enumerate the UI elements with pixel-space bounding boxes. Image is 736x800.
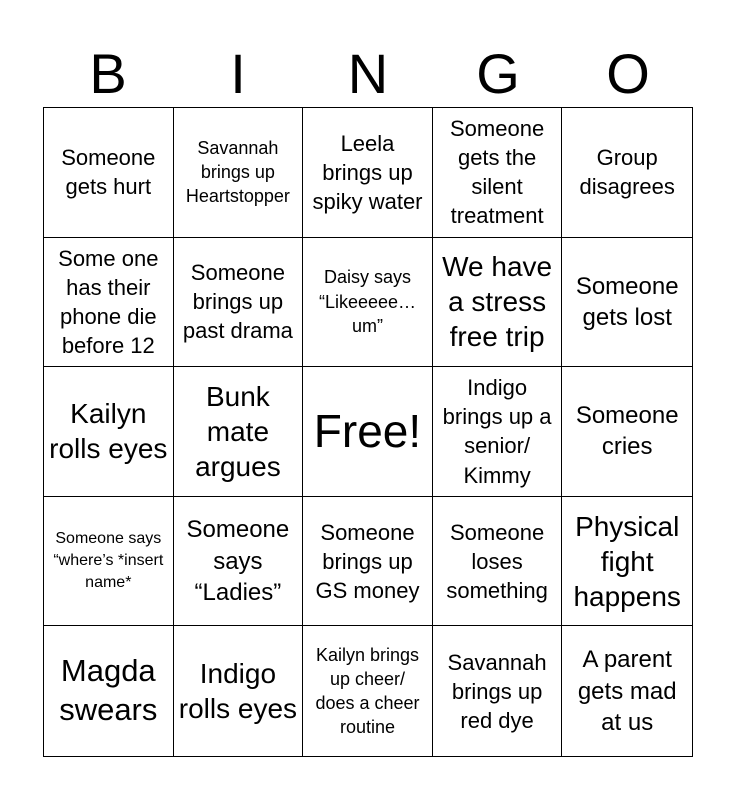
- bingo-cell[interactable]: [174, 108, 304, 238]
- bingo-cell[interactable]: [174, 497, 304, 627]
- bingo-cell[interactable]: [433, 626, 563, 756]
- bingo-cell[interactable]: [44, 108, 174, 238]
- bingo-cell[interactable]: [44, 238, 174, 368]
- bingo-cell-text: Kailyn brings up cheer/ does a cheer routine: [315, 644, 420, 738]
- bingo-cell[interactable]: [44, 367, 174, 497]
- bingo-cell[interactable]: [433, 238, 563, 368]
- bingo-cell-text: Free!: [313, 405, 422, 458]
- bingo-cell-text: Physical fight happens: [573, 510, 681, 612]
- bingo-cell-text: Someone says “where’s *insert name*: [53, 529, 164, 592]
- bingo-cell-text: Someone cries: [575, 402, 679, 461]
- bingo-cell-text: Kailyn rolls eyes: [49, 398, 168, 465]
- bingo-cell[interactable]: [562, 238, 692, 368]
- bingo-cell[interactable]: [174, 626, 304, 756]
- bingo-cell-text: Someone gets the silent treatment: [450, 116, 545, 229]
- bingo-cell-text: Someone says “Ladies”: [186, 516, 290, 606]
- bingo-cell-text: Someone gets hurt: [61, 145, 156, 200]
- bingo-cell-text: Someone brings up past drama: [182, 260, 293, 344]
- bingo-cell-text: Someone gets lost: [575, 272, 679, 331]
- bingo-cell-text: Daisy says “Likeeeee… um”: [318, 267, 417, 337]
- bingo-cell[interactable]: [303, 626, 433, 756]
- bingo-cell[interactable]: [44, 497, 174, 627]
- bingo-cell-free[interactable]: [303, 367, 433, 497]
- bingo-cell[interactable]: [303, 497, 433, 627]
- bingo-cell[interactable]: [562, 367, 692, 497]
- bingo-cell-text: Savannah brings up red dye: [447, 649, 547, 733]
- bingo-cell[interactable]: [303, 108, 433, 238]
- header-letter-n: N: [347, 42, 389, 105]
- bingo-cell[interactable]: [562, 497, 692, 627]
- bingo-cell[interactable]: [174, 367, 304, 497]
- bingo-cell-text: Some one has their phone die before 12: [58, 245, 159, 358]
- header-letter-b: B: [89, 42, 127, 105]
- header-letter-o: O: [606, 42, 650, 105]
- bingo-cell[interactable]: [562, 108, 692, 238]
- bingo-cell-text: Savannah brings up Heartstopper: [185, 137, 290, 207]
- bingo-cell[interactable]: [433, 367, 563, 497]
- bingo-cell-text: Leela brings up spiky water: [312, 130, 423, 214]
- bingo-cell[interactable]: [174, 238, 304, 368]
- bingo-cell-text: Someone brings up GS money: [315, 519, 420, 603]
- bingo-cell-text: Bunk mate argues: [195, 380, 281, 482]
- bingo-cell-text: Magda swears: [59, 653, 158, 728]
- header-letter-i: I: [230, 42, 246, 105]
- bingo-cell-text: Group disagrees: [579, 145, 675, 200]
- bingo-cell[interactable]: [303, 238, 433, 368]
- bingo-cell[interactable]: [433, 497, 563, 627]
- bingo-cell-text: Someone loses something: [446, 519, 548, 603]
- bingo-cell-text: A parent gets mad at us: [577, 646, 677, 736]
- bingo-cell[interactable]: [562, 626, 692, 756]
- bingo-cell[interactable]: [433, 108, 563, 238]
- bingo-cell-text: Indigo rolls eyes: [178, 658, 298, 725]
- bingo-cell-text: We have a stress free trip: [442, 251, 553, 353]
- bingo-board: [43, 107, 693, 757]
- bingo-cell[interactable]: [44, 626, 174, 756]
- bingo-cell-text: Indigo brings up a senior/ Kimmy: [442, 375, 552, 488]
- bingo-header: [43, 40, 693, 108]
- header-letter-g: G: [476, 42, 520, 105]
